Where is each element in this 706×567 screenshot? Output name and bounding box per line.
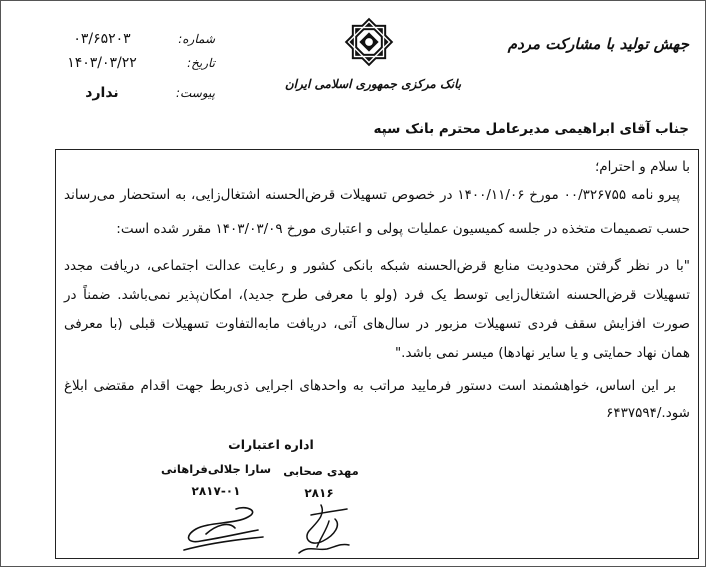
closing-paragraph: بر این اساس، خواهشمند است دستور فرمایید مراتب به واحدهای اجرایی ذی‌ربط جهت اقدام مقتضی ابلاغ شود./۶۴۳۷۵۹۴ [64, 378, 690, 421]
number-label: شماره: [178, 32, 215, 46]
signatory-name-jalali: سارا جلالی‌فراهانی [160, 462, 272, 476]
attachment-label: پیوست: [175, 86, 215, 100]
attachment-value: ندارد [85, 85, 119, 101]
number-value: ۰۳/۶۵۲۰۳ [73, 31, 131, 47]
signatory-code-jalali: ۲۸۱۷-۰۱ [191, 484, 241, 498]
signature-block [151, 433, 371, 557]
signature-jalali [176, 503, 266, 555]
decision-quote: "با در نظر گرفتن محدودیت منابع قرض‌الحسنه شبکه بانکی کشور و رعایت عدالت اجتماعی، دریافت مجدد تسهیلات قرض‌الحسنه اشتغال‌زایی توسط یک فرد (ولو با معرفی طرح جدید)، امکان‌پذیر نمی‌باشد. ضمناً در صورت افزایش سقف فردی تسهیلات مزبور در سال‌های آتی، دریافت مابه‌التفاوت تسهیلات قبلی (با معرفی همان نهاد حمایتی و یا سایر نهادها) میسر نمی باشد." [64, 258, 690, 361]
signatory-code-sahabi: ۲۸۱۶ [304, 486, 334, 500]
date-value: ۱۴۰۳/۰۳/۲۲ [67, 55, 137, 71]
signatory-name-sahabi: مهدی صحابی [283, 464, 359, 478]
central-bank-emblem-icon [340, 13, 398, 71]
year-slogan: جهش تولید با مشارکت مردم [507, 35, 689, 53]
department-name: اداره اعتبارات [228, 437, 314, 452]
reference-paragraph: پیرو نامه ۰۰/۳۲۶۷۵۵ مورخ ۱۴۰۰/۱۱/۰۶ در خصوص تسهیلات قرض‌الحسنه اشتغال‌زایی، به استحضار می‌رساند حسب تصمیمات متخذه در جلسه کمیسیون عملیات پولی و اعتباری مورخ ۱۴۰۳/۰۳/۰۹ مقرر شده است: [64, 187, 690, 237]
bank-name: بانک مرکزی جمهوری اسلامی ایران [284, 77, 462, 91]
signature-sahabi [291, 501, 351, 557]
date-label: تاریخ: [187, 56, 215, 70]
recipient-line: جناب آقای ابراهیمی مدیرعامل محترم بانک سپه [373, 121, 689, 137]
greeting: با سلام و احترام؛ [594, 159, 690, 175]
